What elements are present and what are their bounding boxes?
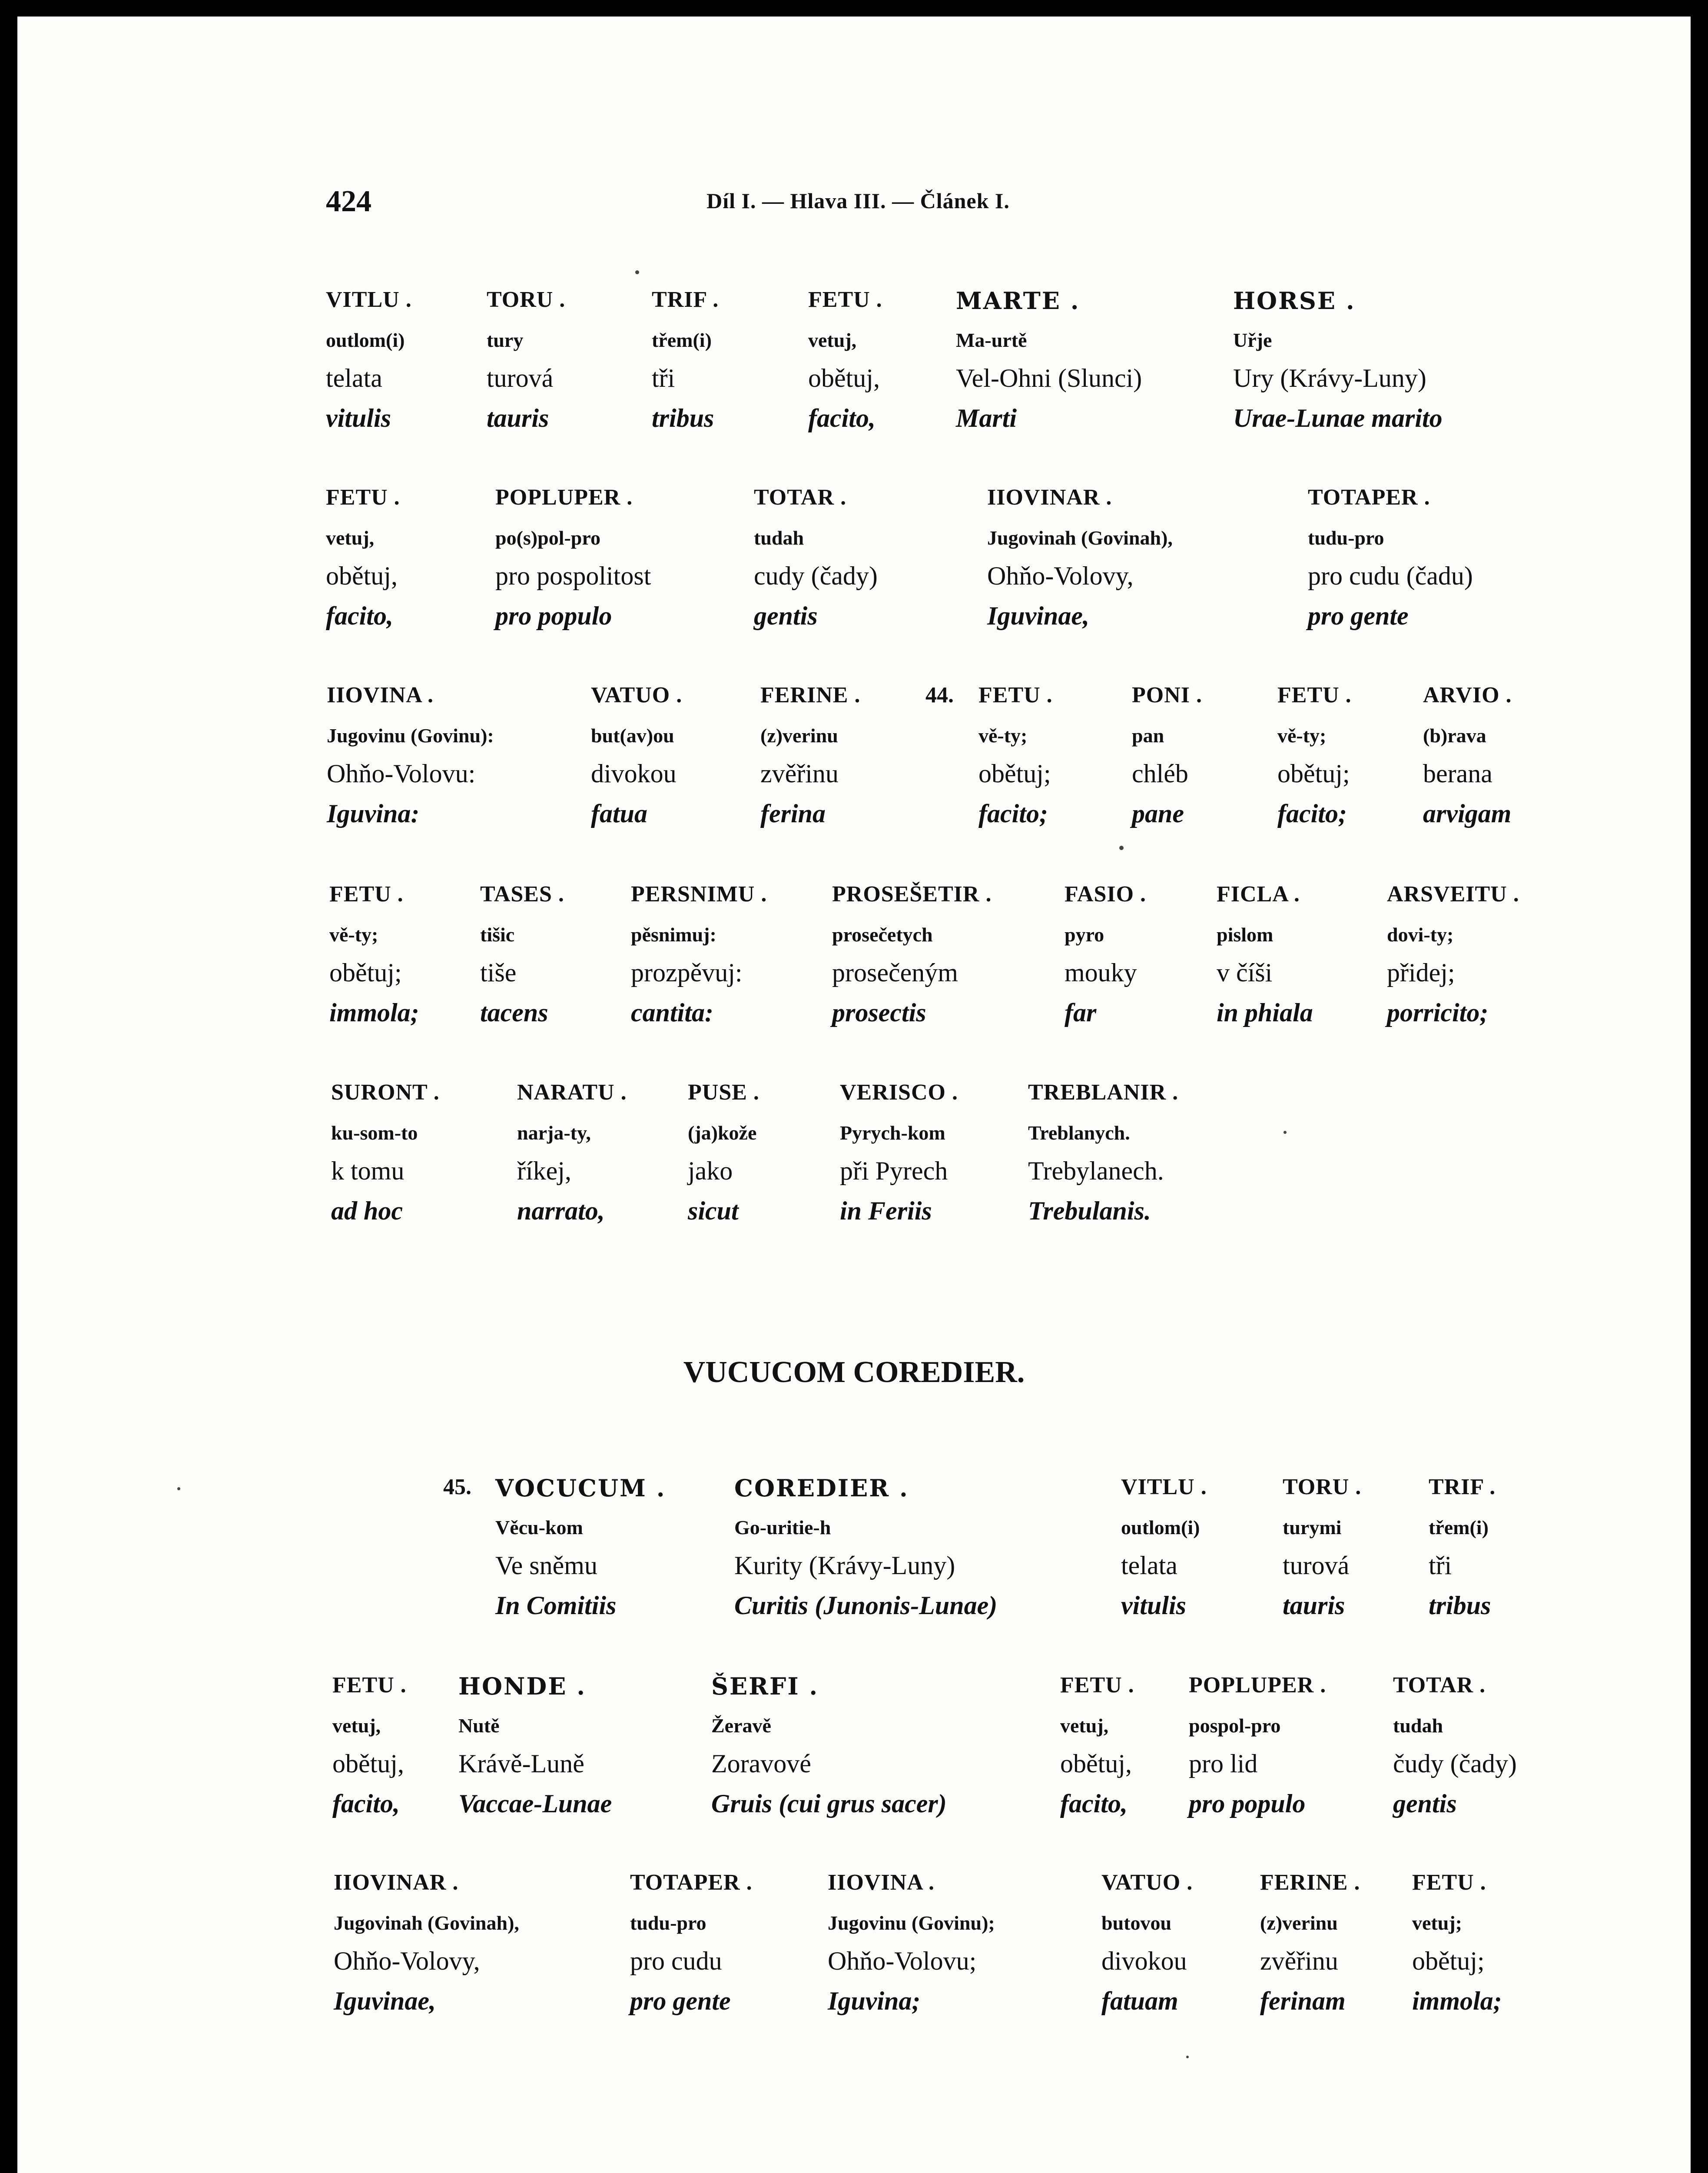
czech-translation: chléb — [1132, 759, 1188, 788]
umbrian-word: TRIF . — [652, 287, 719, 312]
romanized-reading: Jugovinu (Govinu): — [327, 724, 494, 747]
latin-translation: In Comitiis — [495, 1591, 617, 1620]
czech-translation: tři — [1429, 1551, 1452, 1580]
umbrian-word: TORU . — [487, 287, 566, 312]
czech-translation: berana — [1423, 759, 1492, 788]
latin-translation: cantita: — [631, 998, 713, 1027]
umbrian-word: PUSE . — [688, 1080, 759, 1105]
latin-translation: facito, — [326, 601, 393, 630]
umbrian-word: VATUO . — [591, 683, 683, 708]
czech-translation: Kurity (Krávy-Luny) — [734, 1551, 955, 1580]
latin-translation: far — [1065, 998, 1097, 1027]
romanized-reading: Pyrych-kom — [840, 1122, 945, 1144]
latin-translation: immola; — [329, 998, 419, 1027]
latin-translation: in Feriis — [840, 1196, 932, 1225]
umbrian-word: IIOVINAR . — [987, 485, 1112, 510]
romanized-reading: pislom — [1217, 924, 1274, 946]
czech-translation: při Pyrech — [840, 1156, 948, 1185]
romanized-reading: tudu-pro — [630, 1912, 706, 1934]
czech-translation: turová — [487, 364, 554, 392]
romanized-reading: tudu-pro — [1308, 527, 1384, 549]
umbrian-word: SURONT . — [331, 1080, 440, 1105]
romanized-reading: Go-uritie-h — [734, 1516, 831, 1538]
umbrian-word: HONDE . — [458, 1672, 587, 1700]
romanized-reading: Jugovinu (Govinu); — [828, 1912, 995, 1934]
latin-translation: pro populo — [1189, 1789, 1306, 1818]
czech-translation: obětuj; — [978, 759, 1051, 788]
czech-translation: turová — [1283, 1551, 1350, 1580]
romanized-reading: tišic — [480, 924, 515, 946]
romanized-reading: vě-ty; — [329, 924, 378, 946]
romanized-reading: narja-ty, — [517, 1122, 591, 1144]
latin-translation: ferinam — [1260, 1987, 1346, 2015]
latin-translation: ferina — [760, 799, 826, 828]
czech-translation: Krávě-Luně — [458, 1749, 584, 1778]
romanized-reading: outlom(i) — [1121, 1516, 1200, 1538]
umbrian-word: VITLU . — [326, 287, 412, 312]
interlinear-block — [0, 1080, 1708, 1245]
romanized-reading: dovi-ty; — [1387, 924, 1454, 946]
umbrian-word: MARTE . — [956, 287, 1080, 315]
romanized-reading: Treblanych. — [1028, 1122, 1130, 1144]
running-head: Díl I. — Hlava III. — Článek I. — [706, 189, 1010, 213]
latin-translation: tribus — [652, 404, 714, 432]
umbrian-word: HORSE . — [1233, 287, 1356, 315]
czech-translation: divokou — [1101, 1947, 1187, 1975]
umbrian-word: ARVIO . — [1423, 683, 1512, 708]
umbrian-word: TREBLANIR . — [1028, 1080, 1179, 1105]
umbrian-word: FETU . — [1060, 1673, 1134, 1698]
interlinear-block — [0, 682, 1708, 847]
latin-translation: arvigam — [1423, 799, 1512, 828]
czech-translation: pro lid — [1189, 1749, 1258, 1778]
romanized-reading: Jugovinah (Govinah), — [334, 1912, 519, 1934]
umbrian-word: FETU . — [326, 485, 400, 510]
latin-translation: Iguvinae, — [987, 601, 1090, 630]
czech-translation: obětuj, — [326, 562, 398, 590]
umbrian-word: PERSNIMU . — [631, 882, 767, 907]
umbrian-word: VATUO . — [1101, 1870, 1193, 1895]
latin-translation: pro gente — [1308, 601, 1409, 630]
page-number: 424 — [326, 185, 371, 218]
latin-translation: vitulis — [326, 404, 391, 432]
romanized-reading: vetuj, — [326, 527, 375, 549]
umbrian-word: TASES . — [480, 882, 564, 907]
czech-translation: jako — [688, 1156, 733, 1185]
umbrian-word: COREDIER . — [734, 1474, 909, 1502]
latin-translation: vitulis — [1121, 1591, 1187, 1620]
umbrian-word: FASIO . — [1065, 882, 1147, 907]
umbrian-word: FETU . — [1412, 1870, 1486, 1895]
czech-translation: Ohňo-Volovy, — [334, 1947, 480, 1975]
umbrian-word: ARSVEITU . — [1387, 882, 1519, 907]
czech-translation: tiše — [480, 958, 517, 987]
latin-translation: porricito; — [1387, 998, 1489, 1027]
romanized-reading: tudah — [754, 527, 804, 549]
latin-translation: facito; — [1277, 799, 1347, 828]
latin-translation: Iguvina; — [828, 1987, 921, 2015]
romanized-reading: třem(i) — [1429, 1516, 1489, 1538]
scan-speck — [635, 270, 639, 274]
czech-translation: prosečeným — [832, 958, 958, 987]
umbrian-word: IIOVINA . — [828, 1870, 935, 1895]
romanized-reading: Nutě — [458, 1714, 500, 1737]
umbrian-word: POPLUPER . — [1189, 1673, 1327, 1698]
latin-translation: fatuam — [1101, 1987, 1178, 2015]
czech-translation: zvěřinu — [760, 759, 839, 788]
latin-translation: Curitis (Junonis-Lunae) — [734, 1591, 998, 1620]
verse-number: 44. — [925, 683, 954, 708]
czech-translation: telata — [1121, 1551, 1177, 1580]
latin-translation: tauris — [487, 404, 549, 432]
czech-translation: Ohňo-Volovu; — [828, 1947, 977, 1975]
czech-translation: Ve sněmu — [495, 1551, 597, 1580]
czech-translation: Ohňo-Volovu: — [327, 759, 476, 788]
latin-translation: facito, — [808, 404, 876, 432]
romanized-reading: tury — [487, 329, 524, 351]
interlinear-block — [0, 1870, 1708, 2035]
romanized-reading: outlom(i) — [326, 329, 405, 351]
czech-translation: obětuj, — [332, 1749, 404, 1778]
czech-translation: v číši — [1217, 958, 1273, 987]
czech-translation: pro cudu — [630, 1947, 722, 1975]
romanized-reading: Ma-urtě — [956, 329, 1027, 351]
romanized-reading: pěsnimuj: — [631, 924, 716, 946]
czech-translation: telata — [326, 364, 382, 392]
latin-translation: ad hoc — [331, 1196, 403, 1225]
page-header — [0, 0, 1708, 261]
latin-translation: Iguvina: — [327, 799, 420, 828]
latin-translation: tacens — [480, 998, 548, 1027]
umbrian-word: FERINE . — [1260, 1870, 1360, 1895]
czech-translation: přidej; — [1387, 958, 1455, 987]
czech-translation: obětuj, — [808, 364, 880, 392]
romanized-reading: vetuj, — [808, 329, 857, 351]
umbrian-word: FICLA . — [1217, 882, 1300, 907]
romanized-reading: (ja)kože — [688, 1122, 757, 1144]
umbrian-word: TOTAPER . — [630, 1870, 753, 1895]
romanized-reading: tudah — [1393, 1714, 1443, 1737]
latin-translation: in phiala — [1217, 998, 1313, 1027]
umbrian-word: TRIF . — [1429, 1475, 1496, 1499]
czech-translation: cudy (čady) — [754, 562, 878, 590]
czech-translation: Vel-Ohni (Slunci) — [956, 364, 1142, 392]
latin-translation: gentis — [1393, 1789, 1457, 1818]
umbrian-word: FETU . — [332, 1673, 407, 1698]
latin-translation: facito, — [332, 1789, 400, 1818]
umbrian-word: NARATU . — [517, 1080, 627, 1105]
czech-translation: zvěřinu — [1260, 1947, 1338, 1975]
romanized-reading: pyro — [1065, 924, 1104, 946]
czech-translation: říkej, — [517, 1156, 571, 1185]
umbrian-word: TOTAR . — [754, 485, 847, 510]
romanized-reading: po(s)pol-pro — [495, 527, 600, 549]
czech-translation: divokou — [591, 759, 677, 788]
latin-translation: pane — [1132, 799, 1184, 828]
latin-translation: Trebulanis. — [1028, 1196, 1151, 1225]
umbrian-word: IIOVINAR . — [334, 1870, 459, 1895]
latin-translation: sicut — [688, 1196, 739, 1225]
czech-translation: Trebylanech. — [1028, 1156, 1164, 1185]
interlinear-block — [0, 1672, 1708, 1837]
interlinear-block — [0, 485, 1708, 650]
umbrian-word: PONI . — [1132, 683, 1202, 708]
latin-translation: gentis — [754, 601, 818, 630]
umbrian-word: ŠERFI . — [711, 1672, 819, 1700]
romanized-reading: Jugovinah (Govinah), — [987, 527, 1173, 549]
czech-translation: mouky — [1065, 958, 1137, 987]
interlinear-block — [0, 287, 1708, 452]
romanized-reading: (z)verinu — [1260, 1912, 1338, 1934]
umbrian-word: TORU . — [1283, 1475, 1362, 1499]
latin-translation: immola; — [1412, 1987, 1502, 2015]
umbrian-word: FETU . — [808, 287, 882, 312]
romanized-reading: vetuj, — [1060, 1714, 1109, 1737]
umbrian-word: FETU . — [329, 882, 404, 907]
umbrian-word: VERISCO . — [840, 1080, 958, 1105]
latin-translation: pro populo — [495, 601, 612, 630]
latin-translation: Urae-Lunae marito — [1233, 404, 1443, 432]
scan-speck — [1186, 2056, 1189, 2058]
latin-translation: tribus — [1429, 1591, 1491, 1620]
interlinear-block — [0, 881, 1708, 1047]
czech-translation: obětuj; — [329, 958, 402, 987]
latin-translation: narrato, — [517, 1196, 605, 1225]
romanized-reading: třem(i) — [652, 329, 712, 351]
verse-number: 45. — [443, 1475, 471, 1499]
umbrian-word: FETU . — [1277, 683, 1352, 708]
umbrian-word: POPLUPER . — [495, 485, 633, 510]
umbrian-word: IIOVINA . — [327, 683, 434, 708]
romanized-reading: (z)verinu — [760, 724, 838, 747]
section-title: VUCUCOM COREDIER. — [683, 1356, 1025, 1389]
romanized-reading: Žeravě — [711, 1714, 771, 1737]
romanized-reading: vě-ty; — [1277, 724, 1327, 747]
romanized-reading: vě-ty; — [978, 724, 1028, 747]
czech-translation: k tomu — [331, 1156, 405, 1185]
latin-translation: pro gente — [630, 1987, 731, 2015]
umbrian-word: FERINE . — [760, 683, 861, 708]
latin-translation: Iguvinae, — [334, 1987, 436, 2015]
romanized-reading: (b)rava — [1423, 724, 1486, 747]
romanized-reading: prosečetych — [832, 924, 933, 946]
czech-translation: pro cudu (čadu) — [1308, 562, 1473, 590]
umbrian-word: TOTAPER . — [1308, 485, 1430, 510]
latin-translation: prosectis — [832, 998, 926, 1027]
romanized-reading: but(av)ou — [591, 724, 674, 747]
umbrian-word: PROSEŠETIR . — [832, 882, 992, 907]
romanized-reading: vetuj, — [332, 1714, 381, 1737]
latin-translation: Vaccae-Lunae — [458, 1789, 612, 1818]
czech-translation: Ury (Krávy-Luny) — [1233, 364, 1426, 392]
romanized-reading: turymi — [1283, 1516, 1342, 1538]
czech-translation: prozpěvuj: — [631, 958, 743, 987]
umbrian-word: TOTAR . — [1393, 1673, 1486, 1698]
latin-translation: fatua — [591, 799, 648, 828]
czech-translation: obětuj, — [1060, 1749, 1132, 1778]
czech-translation: obětuj; — [1412, 1947, 1485, 1975]
latin-translation: Marti — [956, 404, 1017, 432]
romanized-reading: butovou — [1101, 1912, 1172, 1934]
interlinear-block — [0, 1474, 1708, 1639]
umbrian-word: FETU . — [978, 683, 1053, 708]
czech-translation: Ohňo-Volovy, — [987, 562, 1134, 590]
umbrian-word: VOCUCUM . — [495, 1474, 666, 1502]
romanized-reading: Věcu-kom — [495, 1516, 583, 1538]
umbrian-word: VITLU . — [1121, 1475, 1207, 1499]
latin-translation: Gruis (cui grus sacer) — [711, 1789, 947, 1818]
czech-translation: tři — [652, 364, 675, 392]
latin-translation: tauris — [1283, 1591, 1345, 1620]
romanized-reading: ku-som-to — [331, 1122, 418, 1144]
czech-translation: Zoravové — [711, 1749, 811, 1778]
czech-translation: čudy (čady) — [1393, 1749, 1517, 1778]
romanized-reading: pospol-pro — [1189, 1714, 1281, 1737]
romanized-reading: vetuj; — [1412, 1912, 1462, 1934]
romanized-reading: pan — [1132, 724, 1164, 747]
latin-translation: facito, — [1060, 1789, 1128, 1818]
latin-translation: facito; — [978, 799, 1048, 828]
czech-translation: pro pospolitost — [495, 562, 651, 590]
romanized-reading: Uřje — [1233, 329, 1272, 351]
czech-translation: obětuj; — [1277, 759, 1350, 788]
